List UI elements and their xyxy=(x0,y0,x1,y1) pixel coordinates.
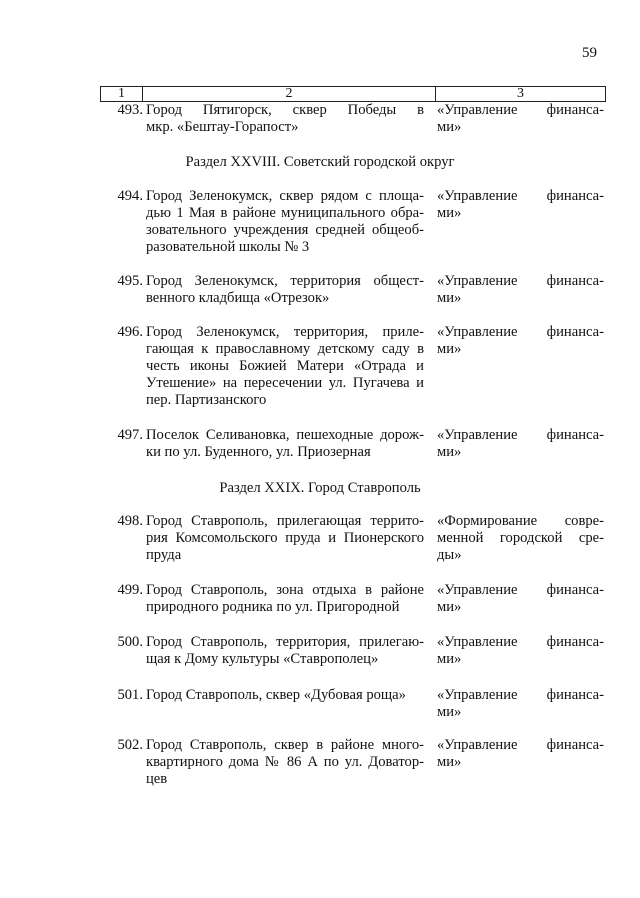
place-description xyxy=(146,188,424,256)
place-description xyxy=(146,634,424,668)
place-line: пруда xyxy=(146,547,182,563)
program-line: ды» xyxy=(437,547,462,563)
page-number: 59 xyxy=(582,45,597,61)
place-line: Город Зеленокумск, сквер рядом с площа- xyxy=(146,188,424,204)
place-line: Поселок Селивановка, пешеходные дорож- xyxy=(146,427,424,443)
program-line: ми» xyxy=(437,119,462,135)
section-heading: Раздел XXVIII. Советский городской округ xyxy=(185,154,455,170)
table-row xyxy=(100,634,604,668)
place-line: гающая к православному детскому саду в xyxy=(146,341,424,357)
program-line: ми» xyxy=(437,651,462,667)
row-number: 496. xyxy=(117,324,143,340)
row-number: 499. xyxy=(117,582,143,598)
column-header-3: 3 xyxy=(517,86,524,101)
place-description xyxy=(146,427,424,461)
program-name xyxy=(437,513,604,564)
place-line: Город Ставрополь, прилегающая террито- xyxy=(146,513,424,529)
place-line: Город Пятигорск, сквер Победы в xyxy=(146,102,424,118)
place-description xyxy=(146,737,424,788)
program-name xyxy=(437,102,604,136)
program-line: менной городской сре- xyxy=(437,530,604,546)
program-name xyxy=(437,427,604,461)
table-row xyxy=(100,188,604,256)
program-line: «Управление финанса- xyxy=(437,102,604,118)
program-line: ми» xyxy=(437,341,462,357)
place-line: разовательной школы № 3 xyxy=(146,239,310,255)
program-name xyxy=(437,737,604,788)
place-line: квартирного дома № 86 А по ул. Доватор- xyxy=(146,754,424,770)
table-row xyxy=(100,324,604,409)
place-line: Город Ставрополь, территория, прилегаю- xyxy=(146,634,424,650)
row-number: 495. xyxy=(117,273,143,289)
row-number: 501. xyxy=(117,687,143,703)
program-name xyxy=(437,582,604,616)
row-number: 493. xyxy=(117,102,143,118)
table-column-header xyxy=(100,86,606,102)
program-line: «Управление финанса- xyxy=(437,324,604,340)
place-description xyxy=(146,687,424,721)
program-line: «Управление финанса- xyxy=(437,188,604,204)
row-number: 498. xyxy=(117,513,143,529)
program-line: ми» xyxy=(437,704,462,720)
program-line: «Управление финанса- xyxy=(437,273,604,289)
place-description xyxy=(146,513,424,564)
program-line: «Управление финанса- xyxy=(437,427,604,443)
place-line: венного кладбища «Отрезок» xyxy=(146,290,330,306)
program-line: «Управление финанса- xyxy=(437,687,604,703)
place-description xyxy=(146,582,424,616)
table-row xyxy=(100,273,604,307)
program-line: ми» xyxy=(437,205,462,221)
row-number: 494. xyxy=(117,188,143,204)
place-line: рия Комсомольского пруда и Пионерского xyxy=(146,530,424,546)
program-name xyxy=(437,324,604,409)
table-row xyxy=(100,102,604,136)
place-line: честь иконы Божией Матери «Отрада и xyxy=(146,358,424,374)
program-name xyxy=(437,634,604,668)
column-header-1: 1 xyxy=(101,87,143,101)
program-name xyxy=(437,188,604,256)
place-line: пер. Партизанского xyxy=(146,392,267,408)
place-description xyxy=(146,102,424,136)
place-line: Город Ставрополь, зона отдыха в районе xyxy=(146,582,424,598)
table-row xyxy=(100,582,604,616)
place-line: Город Ставрополь, сквер «Дубовая роща» xyxy=(146,687,406,703)
place-line: ки по ул. Буденного, ул. Приозерная xyxy=(146,444,371,460)
table-row xyxy=(100,687,604,721)
place-line: мкр. «Бештау-Горапост» xyxy=(146,119,299,135)
place-line: зовательного учреждения средней общеоб- xyxy=(146,222,424,238)
place-line: Город Зеленокумск, территория общест- xyxy=(146,273,424,289)
program-name xyxy=(437,273,604,307)
row-number: 497. xyxy=(117,427,143,443)
row-number: 500. xyxy=(117,634,143,650)
table-row xyxy=(100,427,604,461)
place-line: дью 1 Мая в районе муниципального обра- xyxy=(146,205,424,221)
place-line: цев xyxy=(146,771,168,787)
program-line: ми» xyxy=(437,754,462,770)
column-header-2: 2 xyxy=(143,87,436,101)
place-line: Город Зеленокумск, территория, приле- xyxy=(146,324,424,340)
program-line: ми» xyxy=(437,444,462,460)
section-heading: Раздел XXIX. Город Ставрополь xyxy=(219,480,421,496)
program-line: «Формирование совре- xyxy=(437,513,604,529)
place-description xyxy=(146,324,424,409)
place-line: Город Ставрополь, сквер в районе много- xyxy=(146,737,424,753)
program-line: ми» xyxy=(437,290,462,306)
table-row xyxy=(100,737,604,788)
place-description xyxy=(146,273,424,307)
program-line: ми» xyxy=(437,599,462,615)
program-name xyxy=(437,687,604,721)
row-number: 502. xyxy=(117,737,143,753)
program-line: «Управление финанса- xyxy=(437,737,604,753)
place-line: щая к Дому культуры «Ставрополец» xyxy=(146,651,379,667)
program-line: «Управление финанса- xyxy=(437,634,604,650)
place-line: Утешение» на пересечении ул. Пугачева и xyxy=(146,375,424,391)
program-line: «Управление финанса- xyxy=(437,582,604,598)
table-row xyxy=(100,513,604,564)
place-line: природного родника по ул. Пригородной xyxy=(146,599,400,615)
